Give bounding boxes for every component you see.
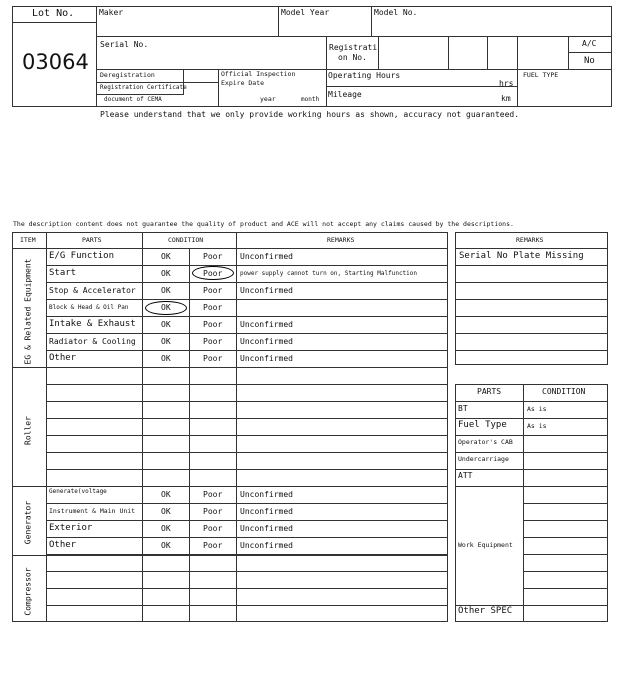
row-divider xyxy=(12,486,448,487)
condition-ok: OK xyxy=(161,337,171,346)
row-divider xyxy=(46,605,448,606)
row-divider xyxy=(455,452,608,453)
ac-label: A/C xyxy=(582,39,597,48)
row-divider xyxy=(455,435,608,436)
row-divider xyxy=(46,299,448,300)
right-work-equipment: Work Equipment xyxy=(458,541,513,549)
gen-remark-1: Unconfirmed xyxy=(240,490,293,499)
km-label: km xyxy=(501,94,511,103)
row-divider xyxy=(46,350,448,351)
condition-poor: Poor xyxy=(203,354,223,363)
eg-part-6: Radiator & Cooling xyxy=(49,337,136,346)
row-divider xyxy=(455,282,608,283)
lot-no-value: 03064 xyxy=(22,50,89,74)
row-divider xyxy=(46,265,448,266)
row-divider xyxy=(455,299,608,300)
row-divider xyxy=(46,571,448,572)
mileage-label: Mileage xyxy=(328,90,362,99)
condition-ok: OK xyxy=(161,507,171,516)
row-divider xyxy=(523,605,608,606)
serial-no-label: Serial No. xyxy=(100,40,149,49)
gen-part-4: Other xyxy=(49,540,77,550)
right-parts-header: PARTS xyxy=(477,387,502,396)
eg-remark-7: Unconfirmed xyxy=(240,354,293,363)
model-year-label: Model Year xyxy=(281,8,330,17)
eg-part-1: E/G Function xyxy=(49,251,115,261)
right-other-spec: Other SPEC xyxy=(458,606,513,616)
row-divider xyxy=(46,452,448,453)
condition-ok: OK xyxy=(161,286,171,295)
notice-text: Please understand that we only provide working hours as shown, accuracy not guaranteed. xyxy=(100,110,520,119)
poor-circle-mark xyxy=(192,266,234,280)
right-part-att: ATT xyxy=(458,471,473,480)
row-divider xyxy=(523,537,608,538)
operating-hours-label: Operating Hours xyxy=(328,71,401,80)
row-divider xyxy=(455,469,608,470)
condition-ok: OK xyxy=(161,303,171,312)
row-divider xyxy=(455,316,608,317)
right-cond-bt: As is xyxy=(527,405,547,413)
disclaimer-text: The description content does not guarantee the quality of product and ACE will not accept any claims caused by the descriptions. xyxy=(13,220,514,228)
section-roller: Roller xyxy=(23,416,33,445)
row-divider xyxy=(46,469,448,470)
eg-part-7: Other xyxy=(49,353,77,363)
condition-poor: Poor xyxy=(203,252,223,261)
eg-part-4: Block & Head & Oil Pan xyxy=(49,304,129,311)
eg-remark-5: Unconfirmed xyxy=(240,320,293,329)
right-cond-fuel: As is xyxy=(527,422,547,430)
eg-part-2: Start xyxy=(49,268,77,278)
condition-ok: OK xyxy=(161,524,171,533)
right-part-undercarriage: Undercarriage xyxy=(458,455,509,463)
document-of-cema-label: document of CEMA xyxy=(104,96,162,103)
registration-no-label-1: Registrati xyxy=(329,43,378,52)
header-parts: PARTS xyxy=(82,236,102,244)
fuel-type-label: FUEL TYPE xyxy=(523,71,559,79)
row-divider xyxy=(46,435,448,436)
row-divider xyxy=(46,333,448,334)
row-divider xyxy=(46,588,448,589)
condition-ok: OK xyxy=(161,320,171,329)
condition-poor: Poor xyxy=(203,490,223,499)
ac-value: No xyxy=(584,56,595,66)
right-header-remarks: REMARKS xyxy=(516,236,544,244)
condition-poor: Poor xyxy=(203,320,223,329)
deregistration-label: Deregistration xyxy=(100,71,155,79)
right-condition-header: CONDITION xyxy=(542,387,586,396)
row-divider xyxy=(46,537,448,538)
condition-ok: OK xyxy=(161,269,171,278)
row-divider xyxy=(523,520,608,521)
right-part-fuel: Fuel Type xyxy=(458,420,507,430)
month-label: month xyxy=(301,96,320,103)
row-divider xyxy=(46,401,448,402)
header-condition: CONDITION xyxy=(168,236,204,244)
row-divider xyxy=(523,503,608,504)
eg-remark-3: Unconfirmed xyxy=(240,286,293,295)
eg-part-5: Intake & Exhaust xyxy=(49,319,136,329)
eg-remark-6: Unconfirmed xyxy=(240,337,293,346)
eg-remark-2: power supply cannot turn on, Starting Malfunction xyxy=(240,270,418,277)
condition-ok: OK xyxy=(161,541,171,550)
gen-remark-3: Unconfirmed xyxy=(240,524,293,533)
year-label: year xyxy=(260,95,276,103)
row-divider xyxy=(523,554,608,555)
gen-part-1: Generate(voltage xyxy=(49,488,107,495)
condition-ok: OK xyxy=(161,490,171,499)
header-item: ITEM xyxy=(20,236,36,244)
row-divider xyxy=(523,486,608,487)
eg-remark-1: Unconfirmed xyxy=(240,252,293,261)
row-divider xyxy=(46,282,448,283)
row-divider xyxy=(46,316,448,317)
condition-poor: Poor xyxy=(203,303,223,312)
gen-remark-4: Unconfirmed xyxy=(240,541,293,550)
official-inspection-label-1: Official Inspection xyxy=(221,70,296,78)
section-generator: Generator xyxy=(23,500,33,545)
condition-poor: Poor xyxy=(203,269,223,278)
header-remarks: REMARKS xyxy=(327,236,355,244)
row-divider xyxy=(46,503,448,504)
section-eg-related: EG & Related Equipment xyxy=(23,258,33,365)
row-divider xyxy=(46,384,448,385)
right-remark-1: Serial No Plate Missing xyxy=(459,251,584,261)
condition-poor: Poor xyxy=(203,507,223,516)
condition-poor: Poor xyxy=(203,286,223,295)
row-divider xyxy=(455,418,608,419)
condition-ok: OK xyxy=(161,354,171,363)
row-divider xyxy=(12,555,448,556)
condition-ok: OK xyxy=(161,252,171,261)
condition-poor: Poor xyxy=(203,524,223,533)
row-divider xyxy=(455,486,523,487)
row-divider xyxy=(455,265,608,266)
gen-part-2: Instrument & Main Unit xyxy=(49,507,136,515)
row-divider xyxy=(12,367,448,368)
row-divider xyxy=(46,520,448,521)
right-part-bt: BT xyxy=(458,404,468,413)
condition-poor: Poor xyxy=(203,337,223,346)
row-divider xyxy=(523,588,608,589)
lot-no-label: Lot No. xyxy=(32,8,75,19)
official-inspection-label-2: Expire Date xyxy=(221,79,265,87)
right-part-cab: Operator's CAB xyxy=(458,438,513,446)
model-no-label: Model No. xyxy=(374,8,418,17)
eg-part-3: Stop & Accelerator xyxy=(49,286,136,295)
maker-label: Maker xyxy=(99,8,124,17)
ok-circle-mark xyxy=(145,301,187,315)
row-divider xyxy=(523,571,608,572)
gen-remark-2: Unconfirmed xyxy=(240,507,293,516)
hrs-label: hrs xyxy=(499,79,514,88)
gen-part-3: Exterior xyxy=(49,523,93,533)
row-divider xyxy=(46,418,448,419)
row-divider xyxy=(455,350,608,351)
registration-certificate-label: Registration Certificate xyxy=(100,84,187,91)
section-compressor: Compressor xyxy=(23,567,33,616)
condition-poor: Poor xyxy=(203,541,223,550)
registration-no-label-2: on No. xyxy=(338,53,367,62)
header-border xyxy=(12,6,612,107)
row-divider xyxy=(455,333,608,334)
